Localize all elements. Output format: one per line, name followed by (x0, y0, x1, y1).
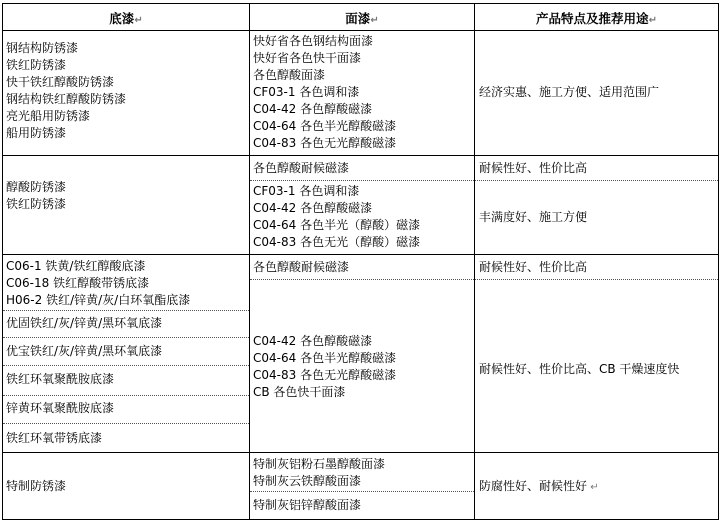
row4-topcoat-subseparator (250, 491, 474, 492)
row3-separator (2, 452, 719, 453)
row1-topcoat-list (253, 33, 396, 152)
row3-feature-a: 耐候性好、性价比高 (479, 260, 588, 274)
row4-primer (6, 478, 66, 495)
list-item: CB 各色快干面漆 (253, 385, 346, 399)
list-item: C04-83 各色无光醇酸磁漆 (253, 136, 397, 150)
col-separator-2 (474, 3, 475, 520)
list-item: 特制灰铝锌醇酸面漆 (253, 498, 362, 512)
header-features: 产品特点及推荐用途↵ (536, 11, 657, 26)
list-item: 快好省各色钢结构面漆 (253, 34, 374, 48)
list-item: C04-64 各色半光醇酸磁漆 (253, 351, 397, 365)
col-separator-1 (249, 3, 250, 520)
row3-topcoat-subseparator (250, 279, 474, 280)
list-item: C04-42 各色醇酸磁漆 (253, 102, 373, 116)
row2-feature-b: 丰满度好、施工方便 (479, 210, 588, 224)
list-item: CF03-1 各色调和漆 (253, 85, 360, 99)
row2-topcoat-b (253, 183, 420, 251)
list-item: C04-64 各色半光醇酸磁漆 (253, 119, 397, 133)
list-item: 各色醇酸耐候磁漆 (253, 260, 350, 274)
table-border-left (2, 3, 3, 520)
row3-primer-sep-4 (3, 395, 249, 396)
list-item: C04-64 各色半光（醇酸）磁漆 (253, 218, 421, 232)
row3-primer-group-6 (6, 430, 102, 447)
row3-feature-subseparator (475, 279, 718, 280)
list-item: 铁红防锈漆 (6, 197, 67, 211)
row3-topcoat-a (253, 259, 349, 276)
row2-subseparator (250, 180, 718, 181)
row1-feature: 经济实惠、施工方便、适用范围广 (479, 85, 660, 99)
list-item: 快干铁红醇酸防锈漆 (6, 75, 115, 89)
row4-topcoat-b (253, 497, 361, 514)
list-item: 醇酸防锈漆 (6, 180, 67, 194)
list-item: C04-83 各色无光醇酸磁漆 (253, 368, 397, 382)
list-item: 钢结构铁红醇酸防锈漆 (6, 92, 127, 106)
list-item: 优宝铁红/灰/锌黄/黑环氧底漆 (6, 344, 163, 358)
row2-primer-list (6, 179, 66, 213)
row3-primer-sep-3 (3, 365, 249, 366)
row2-feature-a: 耐候性好、性价比高 (479, 161, 588, 175)
list-item: 特制灰云铁醇酸面漆 (253, 474, 362, 488)
list-item: 各色醇酸面漆 (253, 68, 326, 82)
header-separator (2, 30, 719, 31)
list-item: CF03-1 各色调和漆 (253, 184, 360, 198)
header-topcoat: 面漆↵ (345, 11, 379, 26)
list-item: 铁红防锈漆 (6, 58, 67, 72)
row3-feature-b: 耐候性好、性价比高、CB 干燥速度快 (479, 362, 680, 376)
row3-primer-sep-1 (3, 310, 249, 311)
row4-feature: 防腐性好、耐候性好 ↵ (479, 479, 599, 493)
row3-primer-group-2 (6, 315, 162, 332)
row2-separator (2, 254, 719, 255)
list-item: C04-42 各色醇酸磁漆 (253, 201, 373, 215)
table-border-top (2, 3, 719, 4)
list-item: 各色醇酸耐候磁漆 (253, 161, 350, 175)
row3-topcoat-b (253, 333, 396, 401)
row4-topcoat-a (253, 456, 385, 490)
list-item: C04-42 各色醇酸磁漆 (253, 334, 373, 348)
paragraph-mark-icon: ↵ (587, 482, 599, 493)
header-primer: 底漆↵ (109, 11, 143, 26)
list-item: H06-2 铁红/锌黄/灰/白环氧酯底漆 (6, 293, 191, 307)
list-item: 钢结构防锈漆 (6, 41, 79, 55)
list-item: 特制防锈漆 (6, 479, 67, 493)
list-item: 船用防锈漆 (6, 126, 67, 140)
row3-primer-group-1 (6, 258, 190, 309)
list-item: 亮光船用防锈漆 (6, 109, 91, 123)
row3-primer-sep-5 (3, 423, 249, 424)
list-item: 优固铁红/灰/锌黄/黑环氧底漆 (6, 316, 163, 330)
row3-primer-sep-2 (3, 337, 249, 338)
row2-topcoat-a (253, 160, 349, 177)
table-border-bottom (2, 519, 719, 520)
table-border-right (718, 3, 719, 520)
row3-primer-group-4 (6, 371, 114, 388)
list-item: 铁红环氧带锈底漆 (6, 431, 103, 445)
list-item: 锌黄环氧聚酰胺底漆 (6, 401, 115, 415)
row3-primer-group-5 (6, 400, 114, 417)
list-item: 快好省各色快干面漆 (253, 51, 362, 65)
row1-separator (2, 155, 719, 156)
list-item: C06-1 铁黄/铁红醇酸底漆 (6, 259, 146, 273)
row1-primer-list (6, 40, 126, 142)
list-item: C06-18 铁红醇酸带锈底漆 (6, 276, 150, 290)
list-item: 铁红环氧聚酰胺底漆 (6, 372, 115, 386)
row3-primer-group-3 (6, 343, 162, 360)
list-item: 特制灰铝粉石墨醇酸面漆 (253, 457, 386, 471)
list-item: C04-83 各色无光（醇酸）磁漆 (253, 235, 421, 249)
